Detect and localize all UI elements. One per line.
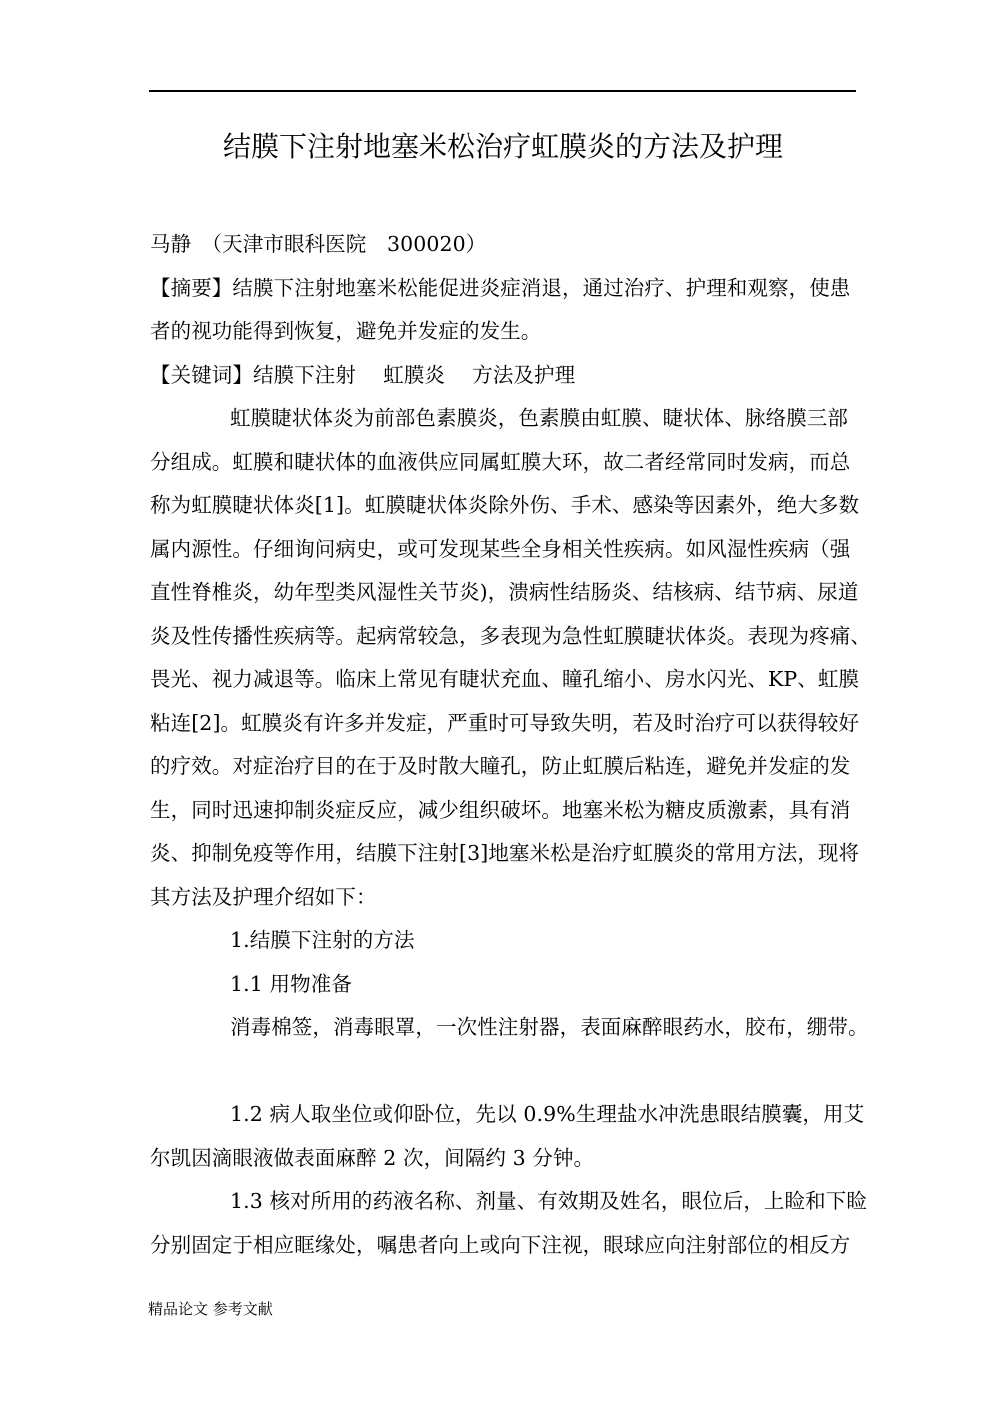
section-heading-preparation: 1.1 用物准备 bbox=[230, 972, 352, 996]
body-line: 称为虹膜睫状体炎[1]。虹膜睫状体炎除外伤、手术、感染等因素外，绝大多数 bbox=[150, 493, 860, 517]
abstract-line-1: 【摘要】结膜下注射地塞米松能促进炎症消退，通过治疗、护理和观察，使患 bbox=[150, 276, 851, 300]
body-line: 炎及性传播性疾病等。起病常较急，多表现为急性虹膜睫状体炎。表现为疼痛、 bbox=[150, 624, 871, 648]
body-line: 分组成。虹膜和睫状体的血液供应同属虹膜大环，故二者经常同时发病，而总 bbox=[150, 450, 851, 474]
body-line: 畏光、视力减退等。临床上常见有睫状充血、瞳孔缩小、房水闪光、KP、虹膜 bbox=[150, 667, 860, 691]
body-line: 尔凯因滴眼液做表面麻醉 2 次，间隔约 3 分钟。 bbox=[150, 1146, 595, 1170]
body-line: 其方法及护理介绍如下： bbox=[150, 885, 377, 909]
keywords-line: 【关键词】结膜下注射 虹膜炎 方法及护理 bbox=[150, 363, 576, 387]
body-line-step-1-3: 1.3 核对所用的药液名称、剂量、有效期及姓名，眼位后，上睑和下睑 bbox=[230, 1189, 867, 1213]
footer-label: 精品论文 参考文献 bbox=[148, 1300, 273, 1318]
body-line: 生，同时迅速抑制炎症反应，减少组织破坏。地塞米松为糖皮质激素，具有消 bbox=[150, 798, 851, 822]
body-line: 炎、抑制免疫等作用，结膜下注射[3]地塞米松是治疗虹膜炎的常用方法，现将 bbox=[150, 841, 860, 865]
page-title: 结膜下注射地塞米松治疗虹膜炎的方法及护理 bbox=[222, 130, 783, 163]
abstract-line-2: 者的视功能得到恢复，避免并发症的发生。 bbox=[150, 319, 542, 343]
body-line: 属内源性。仔细询问病史，或可发现某些全身相关性疾病。如风湿性疾病（强 bbox=[150, 537, 851, 561]
body-line: 粘连[2]。虹膜炎有许多并发症，严重时可导致失明，若及时治疗可以获得较好 bbox=[150, 711, 860, 735]
body-line: 分别固定于相应眶缘处，嘱患者向上或向下注视，眼球应向注射部位的相反方 bbox=[150, 1233, 851, 1257]
body-line: 消毒棉签，消毒眼罩，一次性注射器，表面麻醉眼药水，胶布，绷带。 bbox=[230, 1015, 869, 1039]
header-rule bbox=[149, 90, 856, 92]
body-line: 的疗效。对症治疗目的在于及时散大瞳孔，防止虹膜后粘连，避免并发症的发 bbox=[150, 754, 851, 778]
body-line: 虹膜睫状体炎为前部色素膜炎，色素膜由虹膜、睫状体、脉络膜三部 bbox=[230, 406, 848, 430]
section-heading-injection-method: 1.结膜下注射的方法 bbox=[230, 928, 415, 952]
author-line: 马静 （天津市眼科医院 300020） bbox=[150, 232, 487, 256]
body-line-step-1-2: 1.2 病人取坐位或仰卧位，先以 0.9%生理盐水冲洗患眼结膜囊，用艾 bbox=[230, 1102, 865, 1126]
body-line: 直性脊椎炎，幼年型类风湿性关节炎)，溃病性结肠炎、结核病、结节病、尿道 bbox=[150, 580, 859, 604]
